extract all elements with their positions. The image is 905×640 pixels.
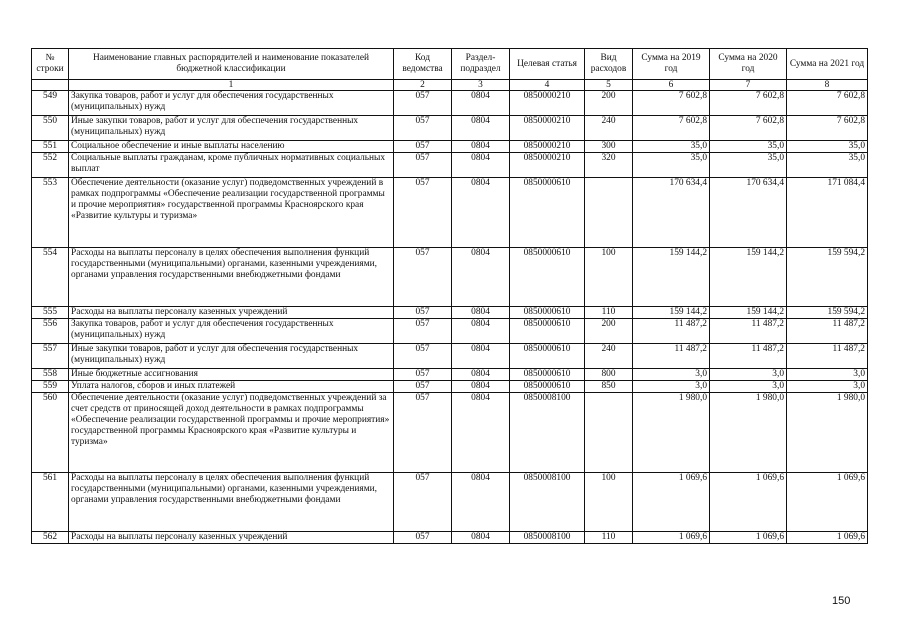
expense-type: 240 — [585, 344, 633, 369]
section-code: 0804 — [452, 532, 510, 544]
column-index: 1 — [69, 80, 394, 91]
department-code: 057 — [394, 319, 452, 344]
department-code: 057 — [394, 381, 452, 393]
budget-table — [31, 48, 868, 544]
section-code: 0804 — [452, 381, 510, 393]
expense-type: 300 — [585, 141, 633, 153]
row-name: Иные закупки товаров, работ и услуг для обеспечения государственных (муниципальных) нужд — [69, 344, 394, 369]
table-row — [32, 116, 868, 141]
page-number: 150 — [832, 595, 851, 607]
header-expense-type: Вид расходов — [585, 49, 633, 80]
sum-2021: 11 487,2 — [787, 344, 868, 369]
target-item: 0850000610 — [510, 344, 585, 369]
header-target-item: Целевая статья — [510, 49, 585, 80]
row-name: Расходы на выплаты персоналу в целях обеспечения выполнения функций государственными (муниципальными) органами, казенными учреждениями, органами управления государственными внебюджетными фондами — [69, 248, 394, 307]
department-code: 057 — [394, 532, 452, 544]
row-name: Расходы на выплаты персоналу казенных учреждений — [69, 532, 394, 544]
department-code: 057 — [394, 248, 452, 307]
row-number: 562 — [32, 532, 69, 544]
sum-2020: 7 602,8 — [710, 116, 787, 141]
section-code: 0804 — [452, 319, 510, 344]
sum-2020: 1 069,6 — [710, 473, 787, 532]
section-code: 0804 — [452, 369, 510, 381]
target-item: 0850000610 — [510, 319, 585, 344]
row-name: Иные закупки товаров, работ и услуг для обеспечения государственных (муниципальных) нужд — [69, 116, 394, 141]
row-number: 560 — [32, 393, 69, 473]
row-number: 556 — [32, 319, 69, 344]
table-body — [32, 91, 868, 544]
sum-2019: 1 069,6 — [633, 473, 710, 532]
section-code: 0804 — [452, 153, 510, 178]
column-index: 2 — [394, 80, 452, 91]
column-index — [32, 80, 69, 91]
header-row — [32, 49, 868, 80]
department-code: 057 — [394, 116, 452, 141]
sum-2019: 3,0 — [633, 381, 710, 393]
table-row — [32, 393, 868, 473]
row-number: 554 — [32, 248, 69, 307]
department-code: 057 — [394, 91, 452, 116]
row-number: 557 — [32, 344, 69, 369]
header-section: Раздел-подраздел — [452, 49, 510, 80]
column-index: 3 — [452, 80, 510, 91]
header-sum-2021: Сумма на 2021 год — [787, 49, 868, 80]
sum-2020: 159 144,2 — [710, 307, 787, 319]
column-index: 5 — [585, 80, 633, 91]
sum-2021: 11 487,2 — [787, 319, 868, 344]
expense-type: 100 — [585, 248, 633, 307]
sum-2019: 159 144,2 — [633, 248, 710, 307]
sum-2021: 159 594,2 — [787, 248, 868, 307]
department-code: 057 — [394, 307, 452, 319]
row-number: 561 — [32, 473, 69, 532]
expense-type: 320 — [585, 153, 633, 178]
sum-2019: 159 144,2 — [633, 307, 710, 319]
table-row — [32, 141, 868, 153]
row-number: 553 — [32, 178, 69, 248]
sum-2021: 1 069,6 — [787, 532, 868, 544]
department-code: 057 — [394, 178, 452, 248]
sum-2021: 1 980,0 — [787, 393, 868, 473]
sum-2021: 171 084,4 — [787, 178, 868, 248]
row-name: Социальные выплаты гражданам, кроме публичных нормативных социальных выплат — [69, 153, 394, 178]
target-item: 0850000210 — [510, 141, 585, 153]
expense-type: 850 — [585, 381, 633, 393]
header-name: Наименование главных распорядителей и наименование показателей бюджетной классификации — [69, 49, 394, 80]
target-item: 0850008100 — [510, 393, 585, 473]
column-index: 8 — [787, 80, 868, 91]
sum-2020: 3,0 — [710, 369, 787, 381]
department-code: 057 — [394, 153, 452, 178]
section-code: 0804 — [452, 307, 510, 319]
sum-2020: 35,0 — [710, 153, 787, 178]
table-row — [32, 381, 868, 393]
sum-2021: 7 602,8 — [787, 91, 868, 116]
sum-2019: 1 069,6 — [633, 532, 710, 544]
header-department-code: Код ведомства — [394, 49, 452, 80]
row-number: 549 — [32, 91, 69, 116]
sum-2020: 7 602,8 — [710, 91, 787, 116]
column-index: 6 — [633, 80, 710, 91]
expense-type: 110 — [585, 307, 633, 319]
department-code: 057 — [394, 473, 452, 532]
expense-type: 200 — [585, 91, 633, 116]
table-row — [32, 248, 868, 307]
section-code: 0804 — [452, 91, 510, 116]
sum-2019: 11 487,2 — [633, 344, 710, 369]
table-row — [32, 369, 868, 381]
sum-2021: 3,0 — [787, 369, 868, 381]
header-sum-2020: Сумма на 2020 год — [710, 49, 787, 80]
expense-type — [585, 178, 633, 248]
sum-2019: 7 602,8 — [633, 116, 710, 141]
sum-2021: 159 594,2 — [787, 307, 868, 319]
table-row — [32, 532, 868, 544]
target-item: 0850000610 — [510, 381, 585, 393]
row-number: 551 — [32, 141, 69, 153]
section-code: 0804 — [452, 116, 510, 141]
sum-2021: 35,0 — [787, 153, 868, 178]
section-code: 0804 — [452, 473, 510, 532]
sum-2020: 1 069,6 — [710, 532, 787, 544]
sum-2019: 3,0 — [633, 369, 710, 381]
sum-2019: 170 634,4 — [633, 178, 710, 248]
target-item: 0850000610 — [510, 307, 585, 319]
sum-2021: 7 602,8 — [787, 116, 868, 141]
target-item: 0850000610 — [510, 178, 585, 248]
target-item: 0850000210 — [510, 153, 585, 178]
department-code: 057 — [394, 369, 452, 381]
row-name: Обеспечение деятельности (оказание услуг) подведомственных учреждений в рамках подпрограммы «Обеспечение реализации государственной программы и прочие мероприятия» государственной программы Красноярского края «Развитие культуры и туризма» — [69, 178, 394, 248]
sum-2021: 1 069,6 — [787, 473, 868, 532]
sum-2021: 3,0 — [787, 381, 868, 393]
table-row — [32, 178, 868, 248]
table-row — [32, 307, 868, 319]
department-code: 057 — [394, 344, 452, 369]
sum-2019: 1 980,0 — [633, 393, 710, 473]
row-name: Закупка товаров, работ и услуг для обеспечения государственных (муниципальных) нужд — [69, 319, 394, 344]
table-row — [32, 153, 868, 178]
expense-type: 800 — [585, 369, 633, 381]
target-item: 0850000210 — [510, 116, 585, 141]
row-name: Уплата налогов, сборов и иных платежей — [69, 381, 394, 393]
section-code: 0804 — [452, 248, 510, 307]
section-code: 0804 — [452, 178, 510, 248]
table-row — [32, 91, 868, 116]
row-number: 552 — [32, 153, 69, 178]
sum-2020: 11 487,2 — [710, 344, 787, 369]
sum-2019: 7 602,8 — [633, 91, 710, 116]
row-name: Расходы на выплаты персоналу в целях обеспечения выполнения функций государственными (муниципальными) органами, казенными учреждениями, органами управления государственными внебюджетными фондами — [69, 473, 394, 532]
department-code: 057 — [394, 393, 452, 473]
section-code: 0804 — [452, 393, 510, 473]
sum-2020: 170 634,4 — [710, 178, 787, 248]
sum-2021: 35,0 — [787, 141, 868, 153]
row-number: 555 — [32, 307, 69, 319]
column-index: 4 — [510, 80, 585, 91]
sum-2019: 35,0 — [633, 153, 710, 178]
expense-type: 110 — [585, 532, 633, 544]
row-name: Закупка товаров, работ и услуг для обеспечения государственных (муниципальных) нужд — [69, 91, 394, 116]
target-item: 0850000610 — [510, 369, 585, 381]
sum-2020: 35,0 — [710, 141, 787, 153]
expense-type: 100 — [585, 473, 633, 532]
sum-2020: 1 980,0 — [710, 393, 787, 473]
expense-type: 200 — [585, 319, 633, 344]
header-row-number: № строки — [32, 49, 69, 80]
sum-2020: 11 487,2 — [710, 319, 787, 344]
column-index-row — [32, 80, 868, 91]
section-code: 0804 — [452, 344, 510, 369]
target-item: 0850000210 — [510, 91, 585, 116]
row-name: Социальное обеспечение и иные выплаты населению — [69, 141, 394, 153]
expense-type — [585, 393, 633, 473]
row-name: Обеспечение деятельности (оказание услуг) подведомственных учреждений за счет средств от приносящей доход деятельности в рамках подпрограммы «Обеспечение реализации государственной программы и прочие мероприятия» государственной программы Красноярского края «Развитие культуры и туризма» — [69, 393, 394, 473]
sum-2019: 35,0 — [633, 141, 710, 153]
row-number: 559 — [32, 381, 69, 393]
row-name: Иные бюджетные ассигнования — [69, 369, 394, 381]
table-row — [32, 319, 868, 344]
department-code: 057 — [394, 141, 452, 153]
target-item: 0850008100 — [510, 473, 585, 532]
table-row — [32, 473, 868, 532]
target-item: 0850008100 — [510, 532, 585, 544]
expense-type: 240 — [585, 116, 633, 141]
row-name: Расходы на выплаты персоналу казенных учреждений — [69, 307, 394, 319]
target-item: 0850000610 — [510, 248, 585, 307]
sum-2020: 159 144,2 — [710, 248, 787, 307]
sum-2020: 3,0 — [710, 381, 787, 393]
row-number: 550 — [32, 116, 69, 141]
header-sum-2019: Сумма на 2019 год — [633, 49, 710, 80]
row-number: 558 — [32, 369, 69, 381]
column-index: 7 — [710, 80, 787, 91]
sum-2019: 11 487,2 — [633, 319, 710, 344]
table-row — [32, 344, 868, 369]
section-code: 0804 — [452, 141, 510, 153]
